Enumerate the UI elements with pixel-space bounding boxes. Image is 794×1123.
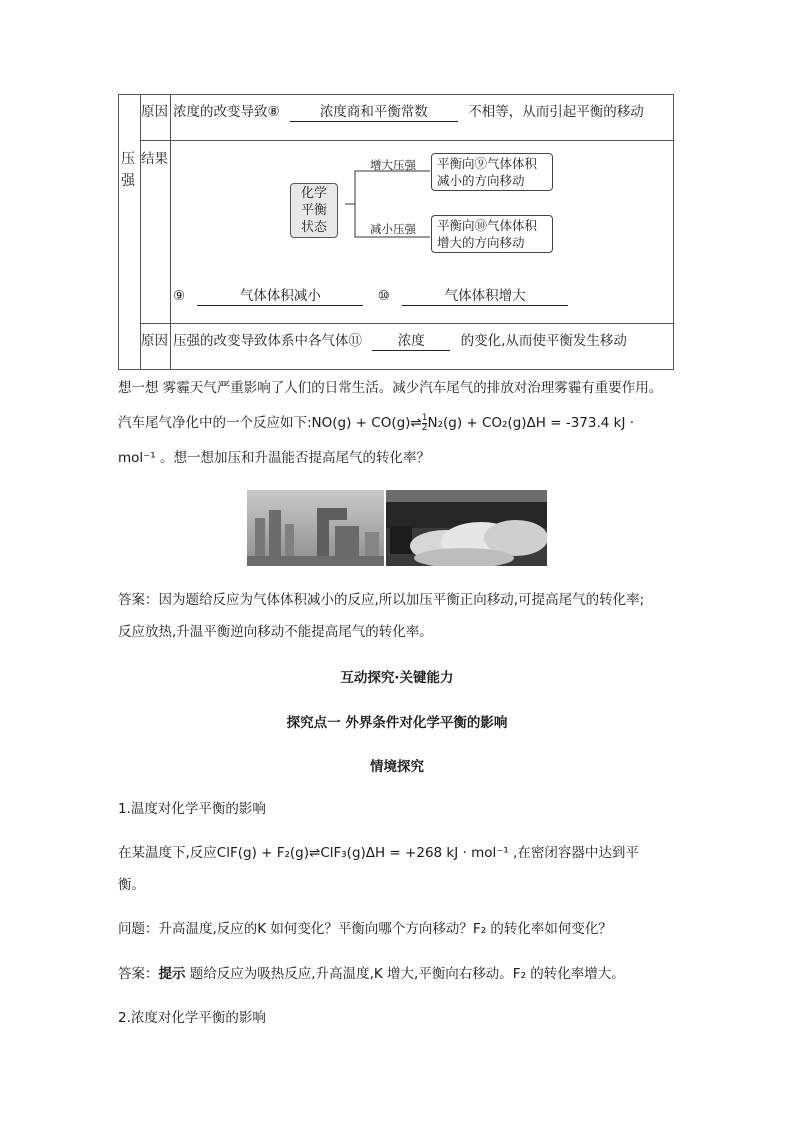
text: 压强的改变导致体系中各气体⑪: [173, 333, 362, 349]
fill-blank-11: 浓度: [372, 332, 450, 351]
pressure-label: 压强: [121, 151, 135, 189]
row-label: 原因: [141, 104, 168, 120]
section2-title: 2.浓度对化学平衡的影响: [118, 1010, 266, 1026]
row3-content: [173, 332, 627, 351]
fill-blank-8: 浓度商和平衡常数: [290, 103, 458, 122]
section1-answer: [118, 964, 625, 984]
text: 不相等，从而引起平衡的移动: [468, 104, 644, 120]
smog-city-photo: [247, 490, 384, 566]
answer-hint: 提示: [158, 966, 186, 982]
decrease-result-box: 平衡向⑩气体体积增大的方向移动: [431, 215, 553, 253]
think-line-3: mol⁻¹ 。想一想加压和升温能否提高尾气的转化率？: [118, 450, 430, 466]
car-exhaust-image: [386, 490, 547, 566]
section1-question: 问题：升高温度,反应的K 如何变化？平衡向哪个方向移动？F₂ 的转化率如何变化？: [118, 921, 612, 937]
smog-city-image: [247, 490, 384, 566]
answer1-line-1: 答案：因为题给反应为气体体积减小的反应,所以加压平衡正向移动,可提高尾气的转化率;: [118, 592, 645, 608]
row-label: 结果: [141, 151, 168, 167]
section1-text-1: 在某温度下,反应ClF(g) + F₂(g)⇌ClF₃(g)ΔH = +268 kJ · mol⁻¹ ,在密闭容器中达到平: [118, 845, 639, 861]
section1-text-2: 衡。: [118, 877, 145, 893]
increase-pressure-label: 增大压强: [370, 158, 416, 172]
text: N₂(g) + CO₂(g)ΔH = -373.4 kJ ·: [427, 415, 635, 431]
answer-text: 题给反应为吸热反应,升高温度,K 增大,平衡向右移动。F₂ 的转化率增大。: [185, 966, 625, 982]
decrease-pressure-label: 减小压强: [370, 222, 416, 236]
fraction-denominator: 2: [421, 422, 428, 433]
answer1-line-2: 反应放热,升温平衡逆向移动不能提高尾气的转化率。: [118, 624, 433, 640]
row2-blanks: [173, 287, 568, 306]
heading-key-abilities: 互动探究·关键能力: [340, 670, 454, 686]
heading-scenario: 情境探究: [370, 759, 424, 775]
fill-blank-10: 气体体积增大: [402, 287, 568, 306]
row-label: 原因: [141, 333, 168, 349]
text: 的变化,从而使平衡发生移动: [460, 333, 627, 349]
fill-blank-9: 气体体积减小: [197, 287, 363, 306]
think-line-1: 想一想 雾霾天气严重影响了人们的日常生活。减少汽车尾气的排放对治理雾霾有重要作用。: [118, 380, 663, 396]
marker-9: ⑨: [173, 288, 186, 304]
text: 汽车尾气净化中的一个反应如下:NO(g) + CO(g)⇌: [118, 415, 422, 431]
pressure-table: [118, 94, 674, 370]
text: 浓度的改变导致⑧: [173, 104, 280, 120]
increase-result-box: 平衡向⑨气体体积减小的方向移动: [431, 153, 553, 191]
answer-prefix: 答案：: [118, 966, 159, 982]
section1-title: 1.温度对化学平衡的影响: [118, 801, 266, 817]
fraction-numerator: 1: [421, 412, 428, 423]
think-line-2: [118, 413, 634, 433]
equilibrium-state-box: 化学平衡状态: [290, 183, 338, 238]
exhaust-photo: [386, 490, 547, 566]
marker-10: ⑩: [377, 288, 390, 304]
heading-exploration-1: 探究点一 外界条件对化学平衡的影响: [286, 715, 508, 731]
